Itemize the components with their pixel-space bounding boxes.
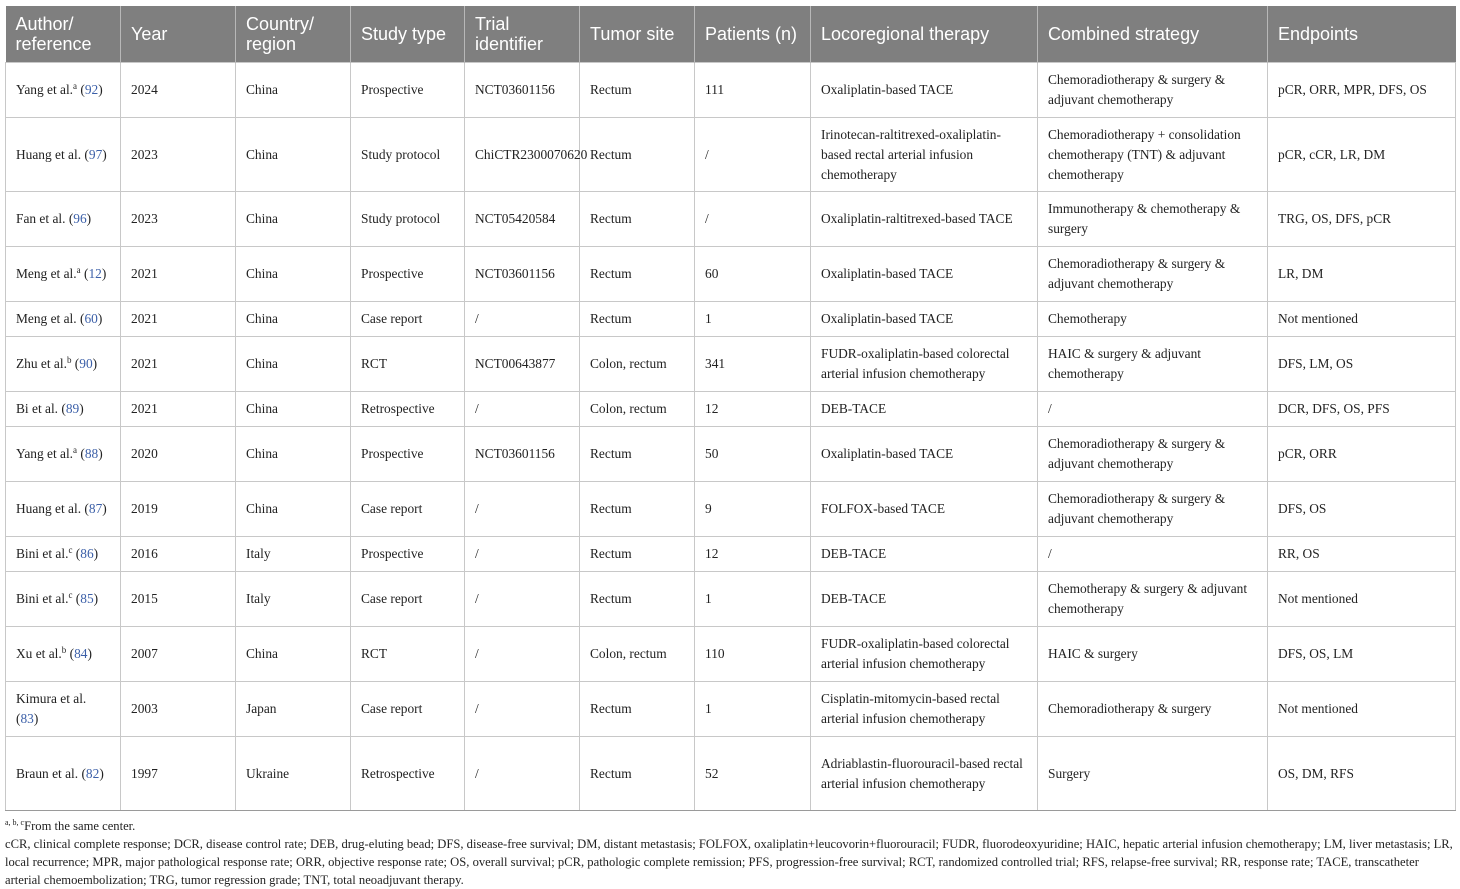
cell-author: Meng et al. (60) (6, 302, 121, 337)
cell-endpoints: DFS, OS, LM (1268, 627, 1456, 682)
author-name: Bini et al. (16, 591, 69, 606)
cell-year: 2023 (121, 192, 236, 247)
cell-country: Ukraine (236, 737, 351, 811)
cell-site: Colon, rectum (580, 627, 695, 682)
cell-author: Bini et al.$^c$ (86) (6, 537, 121, 572)
cell-trial: / (465, 682, 580, 737)
author-name: Yang et al. (16, 82, 74, 97)
reference-link[interactable]: 86 (80, 546, 94, 561)
cell-patients: 1 (695, 302, 811, 337)
cell-endpoints: pCR, ORR, MPR, DFS, OS (1268, 63, 1456, 118)
cell-country: China (236, 247, 351, 302)
cell-author: Braun et al. (82) (6, 737, 121, 811)
cell-type: Study protocol (351, 192, 465, 247)
cell-patients: / (695, 192, 811, 247)
header-patients: Patients (n) (695, 6, 811, 63)
cell-strategy: / (1038, 537, 1268, 572)
cell-strategy: Chemoradiotherapy & surgery & adjuvant chemotherapy (1038, 63, 1268, 118)
header-study-type: Study type (351, 6, 465, 63)
reference-link[interactable]: 97 (88, 146, 103, 162)
cell-endpoints: DCR, DFS, OS, PFS (1268, 392, 1456, 427)
reference-link[interactable]: 60 (84, 311, 98, 326)
footnote-same-center-text: From the same center. (24, 819, 136, 833)
author-name: Meng et al. (16, 266, 77, 281)
cell-therapy: FUDR-oxaliplatin-based colorectal arterial infusion chemotherapy (811, 627, 1038, 682)
reference-link[interactable]: 89 (65, 401, 80, 416)
author-name: Braun et al. (16, 765, 79, 781)
header-locoregional-therapy: Locoregional therapy (811, 6, 1038, 63)
cell-author: Zhu et al.$^b$ (90) (6, 337, 121, 392)
cell-country: China (236, 63, 351, 118)
cell-type: Prospective (351, 63, 465, 118)
reference-link[interactable]: 87 (88, 501, 103, 516)
cell-therapy: FOLFOX-based TACE (811, 482, 1038, 537)
author-center-mark: c (68, 545, 73, 555)
cell-therapy: Oxaliplatin-based TACE (811, 247, 1038, 302)
author-name: Fan et al. (16, 211, 66, 226)
cell-strategy: Surgery (1038, 737, 1268, 811)
cell-country: China (236, 627, 351, 682)
cell-patients: 52 (695, 737, 811, 811)
cell-strategy: Chemotherapy (1038, 302, 1268, 337)
cell-strategy: Chemoradiotherapy & surgery & adjuvant chemotherapy (1038, 247, 1268, 302)
table-row (6, 192, 1456, 247)
cell-therapy: DEB-TACE (811, 572, 1038, 627)
cell-site: Rectum (580, 302, 695, 337)
cell-strategy: Chemoradiotherapy & surgery & adjuvant chemotherapy (1038, 427, 1268, 482)
cell-strategy: / (1038, 392, 1268, 427)
cell-country: China (236, 118, 351, 192)
author-name: Huang et al. (16, 146, 82, 162)
cell-type: Prospective (351, 247, 465, 302)
cell-type: Retrospective (351, 737, 465, 811)
cell-author: Meng et al.$^a$ (12) (6, 247, 121, 302)
table-row (6, 737, 1456, 811)
cell-endpoints: pCR, ORR (1268, 427, 1456, 482)
author-name: Kimura et al. (16, 691, 87, 706)
cell-therapy: Irinotecan-raltitrexed-oxaliplatin-based rectal arterial infusion chemotherapy (811, 118, 1038, 192)
cell-type: Retrospective (351, 392, 465, 427)
cell-year: 2021 (121, 247, 236, 302)
cell-trial: / (465, 302, 580, 337)
author-center-mark: c (68, 590, 73, 600)
header-endpoints: Endpoints (1268, 6, 1456, 63)
cell-strategy: Chemoradiotherapy + consolidation chemotherapy (TNT) & adjuvant chemotherapy (1038, 118, 1268, 192)
header-author: Author/ reference (6, 6, 121, 63)
table-row (6, 537, 1456, 572)
cell-therapy: Oxaliplatin-based TACE (811, 427, 1038, 482)
author-name: Meng et al. (16, 311, 77, 326)
cell-endpoints: TRG, OS, DFS, pCR (1268, 192, 1456, 247)
cell-patients: 12 (695, 537, 811, 572)
cell-type: Case report (351, 482, 465, 537)
cell-year: 2015 (121, 572, 236, 627)
cell-endpoints: DFS, LM, OS (1268, 337, 1456, 392)
cell-patients: 1 (695, 682, 811, 737)
cell-author: Bi et al. (89) (6, 392, 121, 427)
header-country: Country/ region (236, 6, 351, 63)
cell-endpoints: RR, OS (1268, 537, 1456, 572)
cell-endpoints: DFS, OS (1268, 482, 1456, 537)
cell-author: Kimura et al. (83) (6, 682, 121, 737)
cell-author: Fan et al. (96) (6, 192, 121, 247)
cell-therapy: Adriablastin-fluorouracil-based rectal arterial infusion chemotherapy (811, 737, 1038, 811)
cell-site: Rectum (580, 63, 695, 118)
reference-link[interactable]: 82 (85, 765, 100, 781)
cell-strategy: HAIC & surgery & adjuvant chemotherapy (1038, 337, 1268, 392)
cell-therapy: Oxaliplatin-based TACE (811, 63, 1038, 118)
cell-trial: / (465, 482, 580, 537)
cell-therapy: Oxaliplatin-based TACE (811, 302, 1038, 337)
table-row (6, 247, 1456, 302)
cell-year: 2016 (121, 537, 236, 572)
cell-country: China (236, 427, 351, 482)
cell-site: Rectum (580, 427, 695, 482)
cell-strategy: Chemotherapy & surgery & adjuvant chemotherapy (1038, 572, 1268, 627)
cell-country: China (236, 192, 351, 247)
cell-trial: NCT00643877 (465, 337, 580, 392)
cell-site: Colon, rectum (580, 392, 695, 427)
cell-country: China (236, 482, 351, 537)
cell-patients: 12 (695, 392, 811, 427)
table-body (6, 63, 1456, 811)
author-name: Bi et al. (16, 401, 59, 416)
table-row (6, 482, 1456, 537)
cell-author: Huang et al. (97) (6, 118, 121, 192)
cell-trial: / (465, 392, 580, 427)
cell-therapy: DEB-TACE (811, 537, 1038, 572)
table-row (6, 627, 1456, 682)
footnote-abbreviations: cCR, clinical complete response; DCR, disease control rate; DEB, drug-eluting bead; DFS, disease-free survival; DM, distant metastasis; FOLFOX, oxaliplatin+leucovorin+fluorouracil; FUDR, fluorodeoxyuridine; HAIC, hepatic arterial infusion chemotherapy; LM, liver metastasis; LR, local recurrence; MPR, major pathological response rate; ORR, objective response rate; OS, overall survival; pCR, pathologic complete remission; PFS, progression-free survival; RCT, randomized controlled trial; RFS, relapse-free survival; RR, response rate; TACE, transcatheter arterial chemoembolization; TRG, tumor regression grade; TNT, total neoadjuvant therapy. (5, 837, 1453, 887)
cell-type: RCT (351, 627, 465, 682)
cell-year: 2019 (121, 482, 236, 537)
cell-year: 2020 (121, 427, 236, 482)
header-tumor-site: Tumor site (580, 6, 695, 63)
header-year: Year (121, 6, 236, 63)
reference-link[interactable]: 83 (20, 711, 34, 726)
author-center-mark: a (76, 265, 81, 275)
cell-year: 2021 (121, 302, 236, 337)
author-name: Xu et al. (16, 646, 62, 661)
cell-country: China (236, 337, 351, 392)
cell-year: 2007 (121, 627, 236, 682)
table-row (6, 337, 1456, 392)
cell-endpoints: LR, DM (1268, 247, 1456, 302)
cell-year: 2003 (121, 682, 236, 737)
author-center-mark: a (73, 81, 78, 91)
cell-country: China (236, 392, 351, 427)
cell-patients: 341 (695, 337, 811, 392)
table-row (6, 392, 1456, 427)
cell-endpoints: Not mentioned (1268, 572, 1456, 627)
cell-trial: NCT03601156 (465, 247, 580, 302)
author-center-mark: a (73, 445, 78, 455)
cell-endpoints: OS, DM, RFS (1268, 737, 1456, 811)
cell-therapy: DEB-TACE (811, 392, 1038, 427)
cell-type: Case report (351, 682, 465, 737)
cell-site: Rectum (580, 537, 695, 572)
cell-year: 2021 (121, 337, 236, 392)
reference-link[interactable]: 90 (79, 356, 93, 371)
table-row (6, 302, 1456, 337)
table-row (6, 118, 1456, 192)
cell-patients: 50 (695, 427, 811, 482)
author-center-mark: b (61, 645, 67, 655)
cell-patients: 1 (695, 572, 811, 627)
table-row (6, 682, 1456, 737)
cell-type: Prospective (351, 537, 465, 572)
cell-author: Xu et al.$^b$ (84) (6, 627, 121, 682)
cell-patients: / (695, 118, 811, 192)
author-name: Yang et al. (16, 446, 74, 461)
cell-patients: 111 (695, 63, 811, 118)
studies-table (5, 6, 1456, 811)
cell-site: Rectum (580, 247, 695, 302)
cell-author: Bini et al.$^c$ (85) (6, 572, 121, 627)
cell-type: Study protocol (351, 118, 465, 192)
cell-site: Rectum (580, 572, 695, 627)
cell-endpoints: pCR, cCR, LR, DM (1268, 118, 1456, 192)
author-name: Huang et al. (16, 501, 82, 516)
cell-trial: / (465, 537, 580, 572)
cell-site: Rectum (580, 192, 695, 247)
cell-strategy: Immunotherapy & chemotherapy & surgery (1038, 192, 1268, 247)
table-row (6, 427, 1456, 482)
table-container (5, 6, 1455, 811)
cell-site: Colon, rectum (580, 337, 695, 392)
cell-site: Rectum (580, 737, 695, 811)
header-trial-identifier: Trial identifier (465, 6, 580, 63)
cell-therapy: FUDR-oxaliplatin-based colorectal arterial infusion chemotherapy (811, 337, 1038, 392)
cell-trial: NCT05420584 (465, 192, 580, 247)
cell-trial: / (465, 627, 580, 682)
cell-patients: 110 (695, 627, 811, 682)
cell-author: Yang et al.$^a$ (88) (6, 427, 121, 482)
cell-site: Rectum (580, 682, 695, 737)
cell-patients: 60 (695, 247, 811, 302)
table-row (6, 63, 1456, 118)
cell-country: Japan (236, 682, 351, 737)
cell-patients: 9 (695, 482, 811, 537)
footnote-same-center (5, 817, 1455, 835)
cell-site: Rectum (580, 482, 695, 537)
cell-year: 1997 (121, 737, 236, 811)
cell-country: Italy (236, 572, 351, 627)
cell-year: 2021 (121, 392, 236, 427)
cell-author: Yang et al.$^a$ (92) (6, 63, 121, 118)
cell-strategy: HAIC & surgery (1038, 627, 1268, 682)
cell-trial: ChiCTR2300070620 (465, 118, 580, 192)
cell-trial: NCT03601156 (465, 427, 580, 482)
cell-type: Case report (351, 302, 465, 337)
cell-endpoints: Not mentioned (1268, 682, 1456, 737)
cell-therapy: Cisplatin-mitomycin-based rectal arterial infusion chemotherapy (811, 682, 1038, 737)
reference-link[interactable]: 96 (73, 211, 87, 226)
footnote-marks: a, b, c (5, 818, 25, 827)
cell-therapy: Oxaliplatin-raltitrexed-based TACE (811, 192, 1038, 247)
cell-author: Huang et al. (87) (6, 482, 121, 537)
cell-trial: / (465, 572, 580, 627)
cell-year: 2023 (121, 118, 236, 192)
cell-country: Italy (236, 537, 351, 572)
cell-trial: NCT03601156 (465, 63, 580, 118)
author-name: Zhu et al. (16, 356, 67, 371)
cell-year: 2024 (121, 63, 236, 118)
reference-link[interactable]: 88 (84, 446, 99, 461)
cell-strategy: Chemoradiotherapy & surgery (1038, 682, 1268, 737)
reference-link[interactable]: 12 (88, 266, 102, 281)
cell-type: Prospective (351, 427, 465, 482)
header-row (6, 6, 1456, 63)
table-footnotes (5, 817, 1455, 889)
cell-strategy: Chemoradiotherapy & surgery & adjuvant chemotherapy (1038, 482, 1268, 537)
cell-country: China (236, 302, 351, 337)
author-center-mark: b (66, 355, 72, 365)
cell-site: Rectum (580, 118, 695, 192)
reference-link[interactable]: 85 (80, 591, 94, 606)
cell-type: RCT (351, 337, 465, 392)
cell-type: Case report (351, 572, 465, 627)
header-combined-strategy: Combined strategy (1038, 6, 1268, 63)
author-name: Bini et al. (16, 546, 69, 561)
reference-link[interactable]: 92 (84, 82, 99, 97)
cell-endpoints: Not mentioned (1268, 302, 1456, 337)
table-row (6, 572, 1456, 627)
cell-trial: / (465, 737, 580, 811)
reference-link[interactable]: 84 (74, 646, 88, 661)
